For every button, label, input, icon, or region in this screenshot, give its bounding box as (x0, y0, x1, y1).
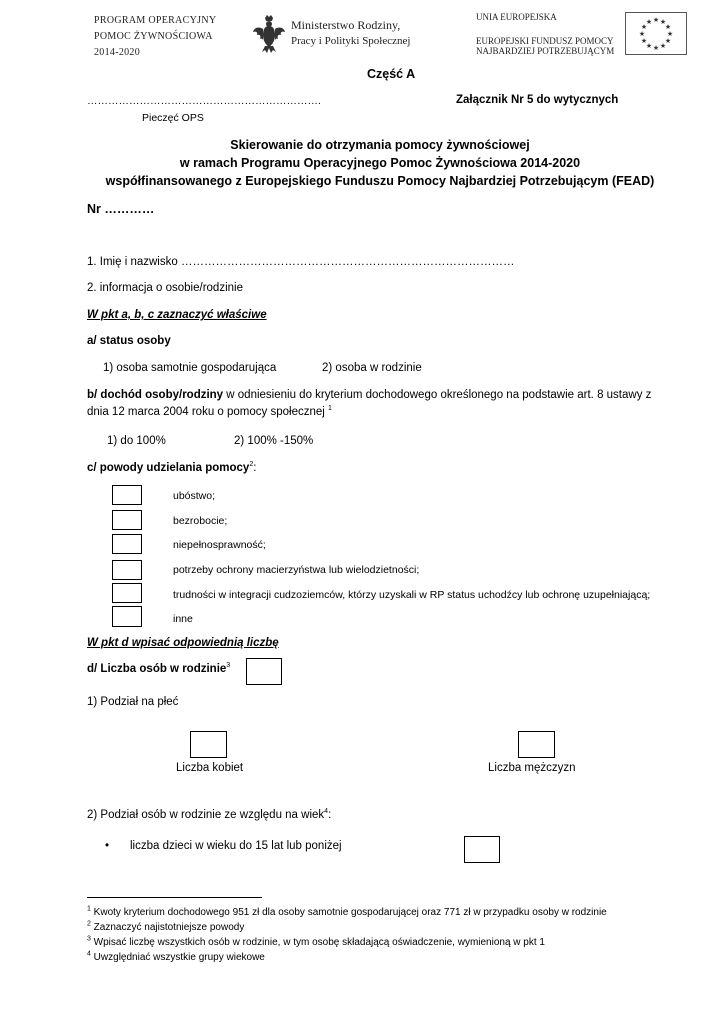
income-text: w odniesieniu do kryterium dochodowego określonego na podstawie art. 8 ustawy z (223, 389, 652, 401)
person-info-heading: 2. informacja o osobie/rodzinie (87, 282, 243, 294)
program-name-line1: PROGRAM OPERACYJNY (94, 15, 217, 26)
women-count-input[interactable] (190, 731, 227, 758)
age-split-colon: : (328, 809, 332, 821)
fund-name-line1: EUROPEJSKI FUNDUSZ POMOCY (476, 36, 614, 46)
footnote-ref-1: 1 (328, 405, 332, 413)
referral-number: Nr ………… (87, 202, 155, 216)
footnote-3-number: 3 (87, 935, 91, 943)
reason-label-disability: niepełnosprawność; (173, 539, 266, 551)
reason-label-unemployment: bezrobocie; (173, 515, 228, 527)
income-paragraph-line2 (87, 405, 332, 420)
footnote-1-number: 1 (87, 905, 91, 913)
document-title-line2: w ramach Programu Operacyjnego Pomoc Żywnościowa 2014-2020 (179, 156, 581, 170)
name-field: 1. Imię i nazwisko …………………………………………………………………………… (87, 256, 515, 268)
status-option-single: 1) osoba samotnie gospodarująca (103, 362, 277, 374)
men-count-label: Liczba mężczyzn (488, 762, 576, 774)
ministry-name-line1: Ministerstwo Rodziny, (291, 18, 401, 32)
children-count-input[interactable] (464, 836, 500, 863)
annex-label: Załącznik Nr 5 do wytycznych (456, 94, 619, 106)
family-size-heading: d/ Liczba osób w rodzinie (87, 663, 227, 675)
program-name-line2: POMOC ŻYWNOŚCIOWA (94, 31, 213, 42)
men-count-input[interactable] (518, 731, 555, 758)
eu-label: UNIA EUROPEJSKA (476, 12, 557, 22)
footnote-4-number: 4 (87, 950, 91, 958)
svg-text:★: ★ (666, 30, 674, 38)
eu-flag-icon (625, 12, 687, 55)
reason-checkbox-unemployment[interactable] (112, 510, 142, 530)
svg-text:★: ★ (638, 30, 646, 38)
reason-label-other: inne (173, 613, 193, 625)
svg-text:★: ★ (645, 18, 653, 26)
part-label: Część A (367, 67, 416, 81)
svg-text:★: ★ (652, 16, 660, 24)
reasons-heading-row (87, 461, 256, 476)
reasons-colon: : (253, 462, 257, 474)
reason-label-poverty: ubóstwo; (173, 490, 216, 502)
reason-checkbox-integration[interactable] (112, 583, 142, 603)
ministry-name-line2: Pracy i Polityki Społecznej (291, 35, 411, 47)
footnote-separator (87, 897, 262, 898)
document-title-line3: współfinansowanego z Europejskiego Funduszu Pomocy Najbardziej Potrzebującym (FEAD) (105, 174, 655, 188)
ops-stamp-label: Pieczęć OPS (142, 112, 204, 124)
footnote-1-text: Kwoty kryterium dochodowego 951 zł dla osoby samotnie gospodarującej oraz 771 zł w przypadku osoby w rodzinie (90, 907, 607, 918)
footnote-2-text: Zaznaczyć najistotniejsze powody (90, 922, 245, 933)
family-size-input[interactable] (246, 658, 282, 685)
svg-text:★: ★ (640, 37, 648, 45)
footnote-ref-2: 2 (249, 461, 254, 469)
svg-text:★: ★ (645, 42, 653, 50)
polish-eagle-emblem-icon (252, 14, 286, 54)
svg-text:★: ★ (652, 44, 660, 52)
footnote-ref-4: 4 (324, 808, 329, 816)
footnote-1 (87, 906, 607, 919)
footnote-2 (87, 921, 244, 934)
instruction-abc: W pkt a, b, c zaznaczyć właściwe (87, 309, 267, 321)
bullet-marker: • (105, 840, 110, 852)
reason-checkbox-other[interactable] (112, 606, 142, 627)
document-title-line1: Skierowanie do otrzymania pomocy żywnościowej (230, 138, 530, 152)
income-option-150: 2) 100% -150% (234, 435, 314, 447)
women-count-label: Liczba kobiet (176, 762, 244, 774)
fund-name-line2: NAJBARDZIEJ POTRZEBUJĄCYM (476, 46, 615, 56)
svg-text:★: ★ (640, 23, 648, 31)
reason-label-integration: trudności w integracji cudzoziemców, którzy uzyskali w RP status uchodźcy lub ochronę uzupełniającą; (173, 589, 651, 601)
svg-text:★: ★ (664, 23, 672, 31)
footnote-3 (87, 936, 545, 949)
reason-label-maternity: potrzeby ochrony macierzyństwa lub wielodzietności; (173, 564, 420, 576)
footnote-4-text: Uwzględniać wszystkie grupy wiekowe (90, 952, 265, 963)
svg-text:★: ★ (659, 42, 667, 50)
footnote-ref-3: 3 (226, 662, 231, 670)
income-paragraph-line1 (87, 388, 651, 403)
reasons-heading: c/ powody udzielania pomocy (87, 462, 250, 474)
gender-split-heading: 1) Podział na płeć (87, 696, 179, 708)
age-split-heading: 2) Podział osób w rodzinie ze względu na wiek (87, 809, 325, 821)
family-size-heading-row (87, 662, 230, 677)
status-heading: a/ status osoby (87, 335, 171, 347)
footnote-2-number: 2 (87, 920, 91, 928)
reason-checkbox-disability[interactable] (112, 534, 142, 554)
reason-checkbox-maternity[interactable] (112, 560, 142, 580)
age-split-heading-row (87, 808, 331, 823)
income-option-100: 1) do 100% (107, 435, 166, 447)
children-count-label: liczba dzieci w wieku do 15 lat lub poniżej (130, 840, 342, 852)
svg-text:★: ★ (659, 18, 667, 26)
footnote-3-text: Wpisać liczbę wszystkich osób w rodzinie, w tym osobę składającą oświadczenie, wymienioną w pkt 1 (90, 937, 545, 948)
income-text-cont: dnia 12 marca 2004 roku o pomocy społecznej (87, 406, 325, 418)
reason-checkbox-poverty[interactable] (112, 485, 142, 505)
instruction-d: W pkt d wpisać odpowiednią liczbę (87, 637, 279, 649)
status-option-family: 2) osoba w rodzinie (322, 362, 422, 374)
income-heading: b/ dochód osoby/rodziny (87, 389, 224, 401)
program-years: 2014-2020 (94, 47, 141, 58)
footnote-4 (87, 951, 265, 964)
svg-text:★: ★ (664, 37, 672, 45)
ops-stamp-field: …………………………………………………………. (87, 95, 321, 107)
